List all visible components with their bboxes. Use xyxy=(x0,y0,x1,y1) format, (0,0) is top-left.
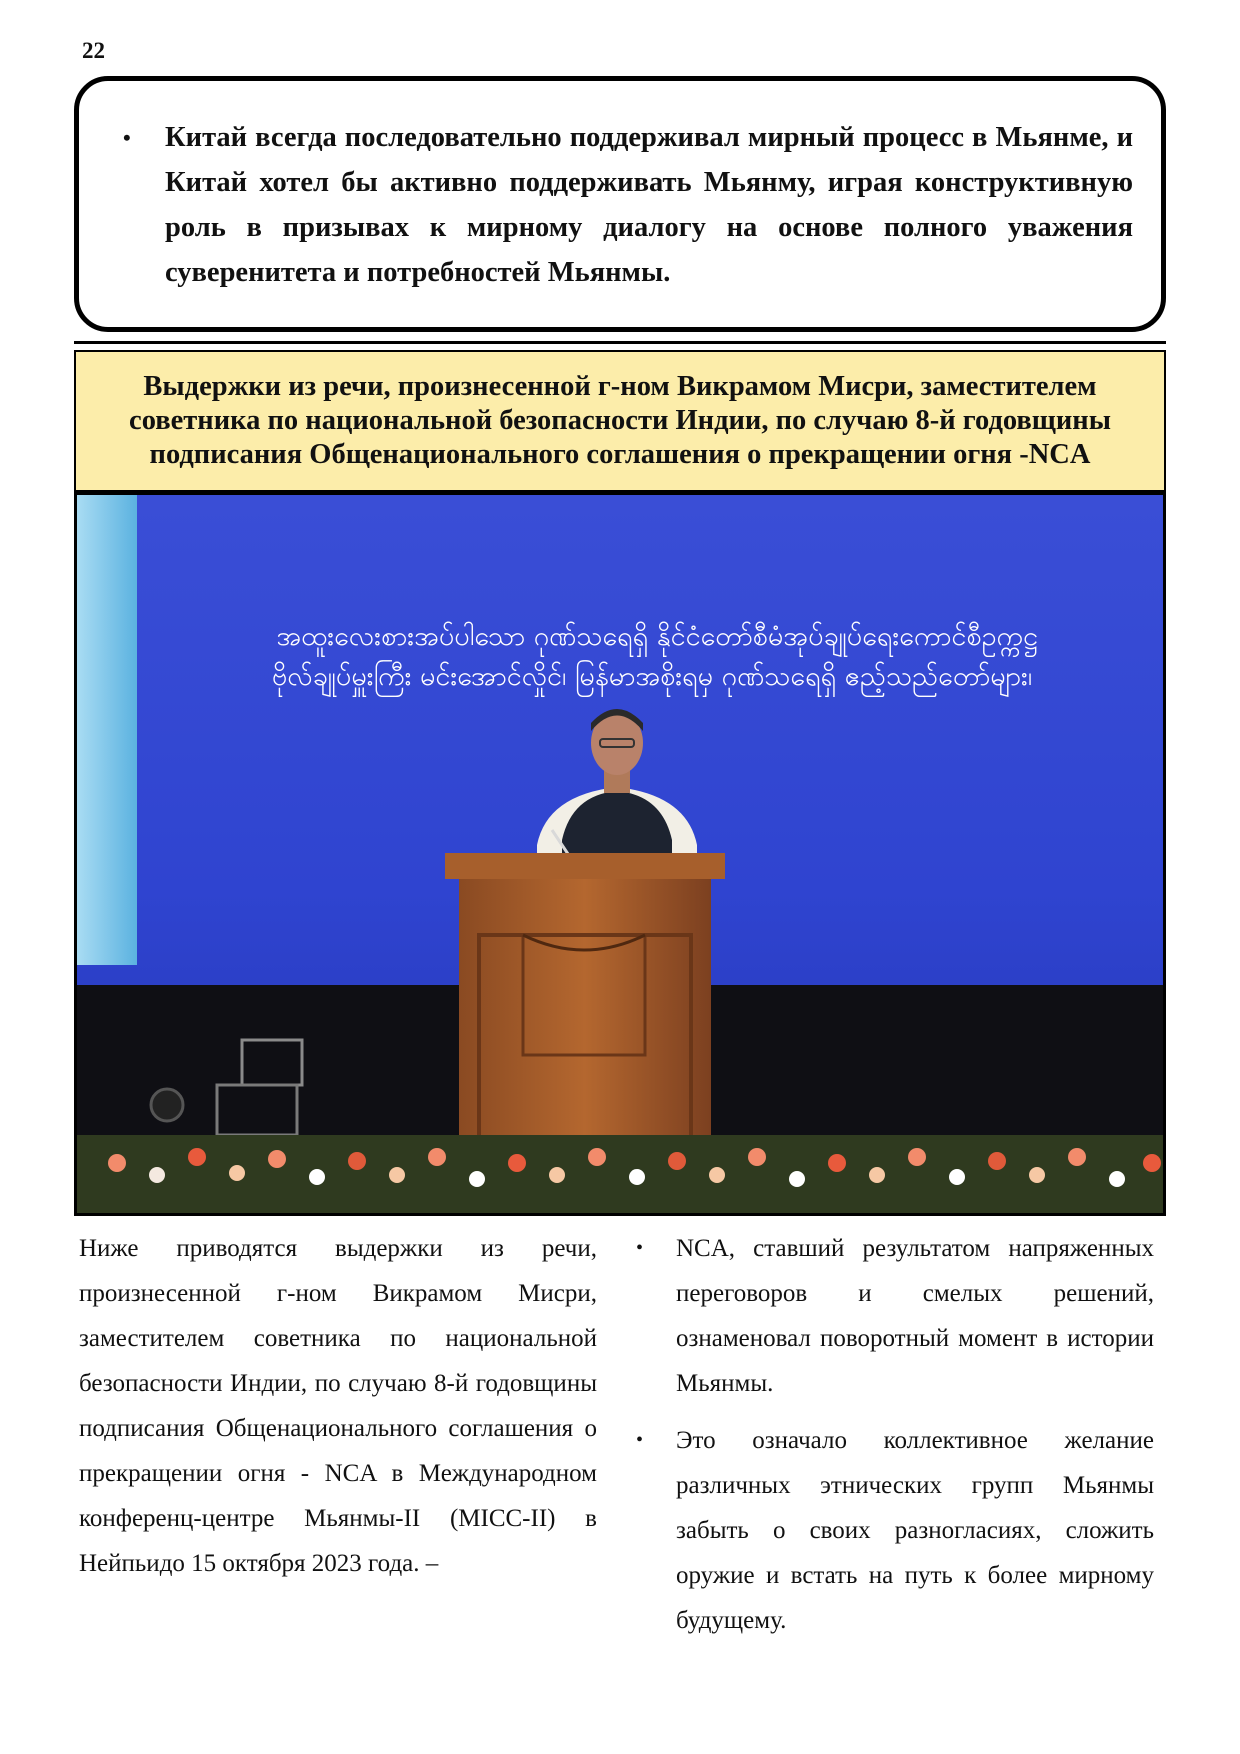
speech-bullet: • NCA, ставший результатом напряженных переговоров и смелых решений, ознаменовал поворотный момент в истории Мьянмы. xyxy=(636,1226,1154,1406)
speech-headline: Выдержки из речи, произнесенной г-ном Викрамом Мисри, заместителем советника по национальной безопасности Индии, по случаю 8-й годовщины подписания Общенационального соглашения о прекращении огня -NCA xyxy=(129,371,1111,470)
speech-bullet-list xyxy=(636,1226,1154,1643)
screen-line-2: ဗိုလ်ချုပ်မှူးကြီး မင်းအောင်လှိုင်၊ မြန်မာအစိုးရမှ ဂုဏ်သရေရှိ ဧည့်သည်တော်များ၊ xyxy=(271,661,1033,692)
speech-headline-box xyxy=(74,350,1166,492)
speech-photo xyxy=(74,492,1166,1216)
speech-bullet: • Это означало коллективное желание различных этнических групп Мьянмы забыть о своих разногласиях, сложить оружие и встать на путь к более мирному будущему. xyxy=(636,1418,1154,1643)
section-divider xyxy=(74,341,1166,344)
speech-points xyxy=(636,1226,1154,1655)
callout-bullet-list xyxy=(123,115,1133,295)
intro-paragraph: Ниже приводятся выдержки из речи, произнесенной г-ном Викрамом Мисри, заместителем советника по национальной безопасности Индии, по случаю 8-й годовщины подписания Общенационального соглашения о прекращении огня - NCA в Международном конференц-центре Мьянмы-II (MICC-II) в Нейпьидо 15 октября 2023 года. – xyxy=(79,1235,597,1577)
speaker xyxy=(537,709,697,875)
screen-line-1: အထူးလေးစားအပ်ပါသော ဂုဏ်သရေရှိ နိုင်ငံတော်စီမံအုပ်ချုပ်ရေးကောင်စီဥက္ကဋ္ဌ xyxy=(276,621,1038,652)
podium xyxy=(445,853,725,1169)
page-number: 22 xyxy=(82,38,105,63)
flower-border xyxy=(77,1135,1163,1213)
china-statement-callout xyxy=(74,76,1166,332)
speech-photo-illustration xyxy=(77,495,1163,1213)
callout-bullet: • Китай всегда последовательно поддерживал мирный процесс в Мьянме, и Китай хотел бы активно поддерживать Мьянму, играя конструктивную роль в призывах к мирному диалогу на основе полного уважения суверенитета и потребностей Мьянмы. xyxy=(123,115,1133,295)
